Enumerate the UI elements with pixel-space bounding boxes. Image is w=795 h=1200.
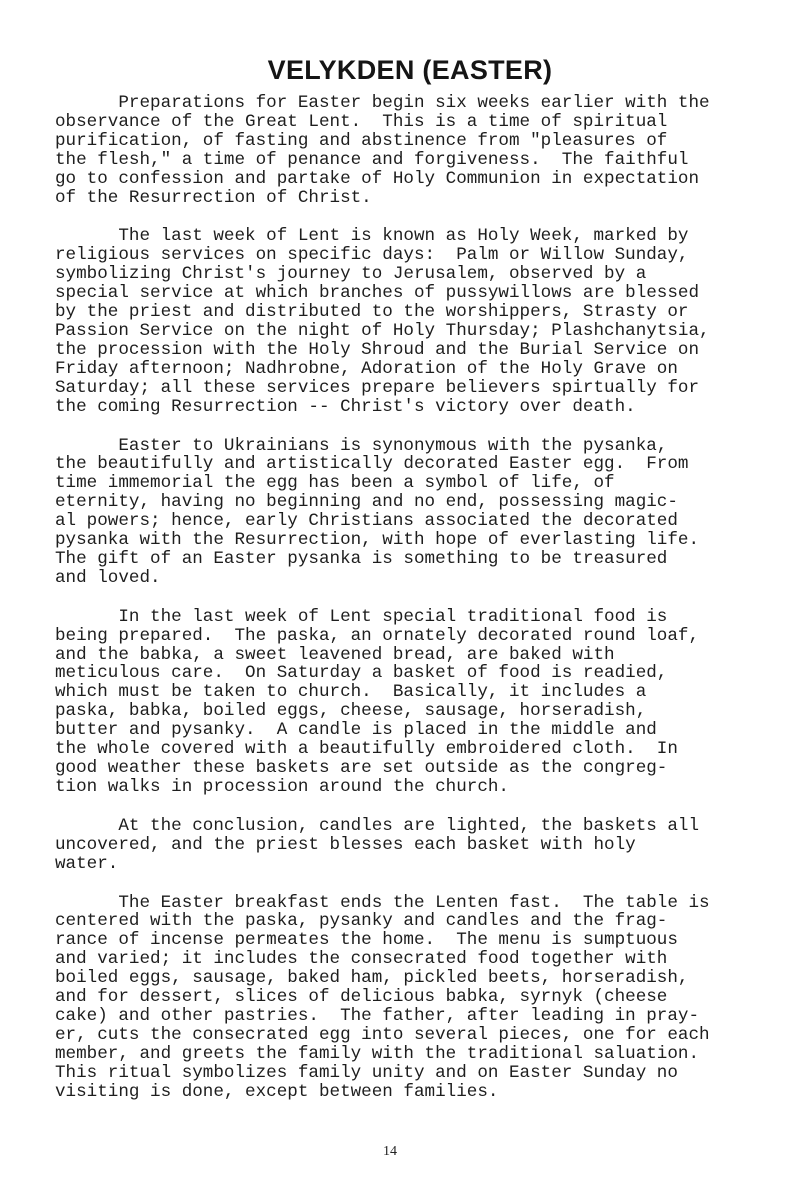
page-title: VELYKDEN (EASTER) [267, 55, 553, 85]
page-number: 14 [383, 1144, 397, 1159]
paragraph-pysanka: Easter to Ukrainians is synonymous with the pysanka, the beautifully and artistically decorated Easter egg. From time immemorial the egg has been a symbol of life, of eternity, having no beginning and no end, possessing magic- al powers; hence, early Christians associated the decorated pysanka with the Resurrection, with hope of everlasting life. The gift of an Easter pysanka is something to be treasured and loved. [55, 435, 700, 588]
paragraph-holy-week: The last week of Lent is known as Holy Week, marked by religious services on specific days: Palm or Willow Sunday, symbolizing Christ's journey to Jerusalem, observed by a special service at which branches of pussywillows are blessed by the priest and distributed to the worshippers, Strasty or Passion Service on the night of Holy Thursday; Plashchanytsia, the procession with the Holy Shroud and the Burial Service on Friday afternoon; Nadhrobne, Adoration of the Holy Grave on Saturday; all these services prepare believers spirtually for the coming Resurrection -- Christ's victory over death. [55, 226, 710, 417]
paragraph-blessing: At the conclusion, candles are lighted, the baskets all uncovered, and the priest blesses each basket with holy water. [55, 815, 700, 874]
paragraph-easter-breakfast: The Easter breakfast ends the Lenten fast. The table is centered with the paska, pysanky and candles and the frag- rance of incense permeates the home. The menu is sumptuous and varied; it includes the consecrated food together with boiled eggs, sausage, baked ham, pickled beets, horseradish, and for dessert, slices of delicious babka, syrnyk (cheese cake) and other pastries. The father, after leading in pray- er, cuts the consecrated egg into several pieces, one for each member, and greets the family with the traditional saluation. This ritual symbolizes family unity and on Easter Sunday no visiting is done, except between families. [55, 892, 710, 1102]
body-text [55, 94, 770, 1122]
paragraph-preparations: Preparations for Easter begin six weeks earlier with the observance of the Great Lent. This is a time of spiritual purification, of fasting and abstinence from "pleasures of the flesh," a time of penance and forgiveness. The faithful go to confession and partake of Holy Communion in expectation of the Resurrection of Christ. [55, 93, 710, 208]
paragraph-traditional-food: In the last week of Lent special traditional food is being prepared. The paska, an ornately decorated round loaf, and the babka, a sweet leavened bread, are baked with meticulous care. On Saturday a basket of food is readied, which must be taken to church. Basically, it includes a paska, babka, boiled eggs, cheese, sausage, horseradish, butter and pysanky. A candle is placed in the middle and the whole covered with a beautifully embroidered cloth. In good weather these baskets are set outside as the congreg- tion walks in procession around the church. [55, 606, 700, 797]
